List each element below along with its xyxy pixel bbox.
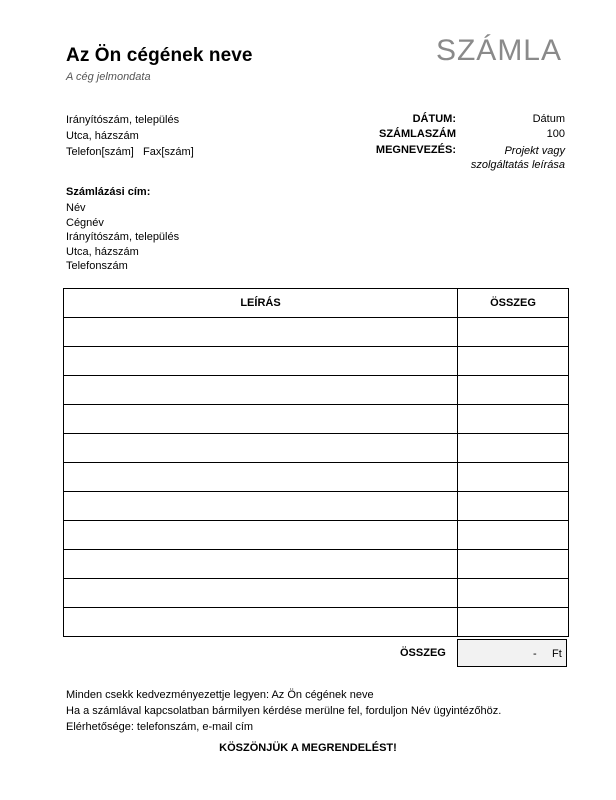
date-label: DÁTUM:	[412, 113, 456, 125]
company-address	[66, 112, 194, 160]
item-amount-cell[interactable]	[458, 318, 569, 347]
items-table	[63, 288, 569, 637]
table-row	[64, 521, 569, 550]
description-value-line1: Projekt vagy	[504, 145, 565, 157]
billing-company: Cégnév	[66, 216, 104, 229]
table-row	[64, 376, 569, 405]
table-row	[64, 550, 569, 579]
item-amount-cell[interactable]	[458, 579, 569, 608]
table-row	[64, 405, 569, 434]
total-label: ÖSSZEG	[400, 647, 446, 659]
description-value	[425, 144, 565, 172]
total-value-box	[457, 639, 567, 667]
description-label: MEGNEVEZÉS:	[375, 144, 456, 156]
table-row	[64, 347, 569, 376]
description-column-header: LEÍRÁS	[64, 289, 458, 318]
items-header-row	[64, 289, 569, 318]
item-amount-cell[interactable]	[458, 463, 569, 492]
footer-notes	[66, 687, 501, 735]
item-amount-cell[interactable]	[458, 376, 569, 405]
thank-you-message: KÖSZÖNJÜK A MEGRENDELÉST!	[219, 742, 397, 754]
item-description-cell[interactable]	[64, 550, 458, 579]
billing-title: Számlázási cím:	[66, 186, 151, 198]
invoice-number-value: 100	[546, 128, 565, 140]
footer-contact-line: Ha a számlával kapcsolatban bármilyen kérdése merülne fel, forduljon Név ügyintézőhöz.	[66, 705, 502, 717]
billing-postcode-city: Irányítószám, település	[66, 231, 180, 244]
item-amount-cell[interactable]	[458, 434, 569, 463]
address-phone-fax: Telefon[szám] Fax[szám]	[66, 146, 194, 158]
billing-name: Név	[66, 202, 86, 214]
footer-payee-line: Minden csekk kedvezményezettje legyen: Az Ön cégének neve	[66, 689, 374, 701]
address-street: Utca, házszám	[66, 130, 139, 142]
item-amount-cell[interactable]	[458, 492, 569, 521]
table-row	[64, 318, 569, 347]
item-description-cell[interactable]	[64, 434, 458, 463]
item-amount-cell[interactable]	[458, 608, 569, 637]
item-amount-cell[interactable]	[458, 521, 569, 550]
company-name: Az Ön cégének neve	[66, 45, 253, 66]
billing-address	[66, 201, 179, 274]
description-value-line2: szolgáltatás leírása	[470, 159, 565, 171]
total-value: -	[533, 648, 537, 660]
item-description-cell[interactable]	[64, 318, 458, 347]
table-row	[64, 608, 569, 637]
table-row	[64, 463, 569, 492]
item-amount-cell[interactable]	[458, 347, 569, 376]
item-description-cell[interactable]	[64, 608, 458, 637]
footer-reachability-line: Elérhetősége: telefonszám, e-mail cím	[66, 721, 254, 733]
address-postcode-city: Irányítószám, település	[66, 114, 180, 126]
item-amount-cell[interactable]	[458, 550, 569, 579]
item-description-cell[interactable]	[64, 492, 458, 521]
date-value: Dátum	[532, 113, 565, 125]
table-row	[64, 492, 569, 521]
billing-street: Utca, házszám	[66, 245, 139, 258]
item-description-cell[interactable]	[64, 376, 458, 405]
item-amount-cell[interactable]	[458, 405, 569, 434]
item-description-cell[interactable]	[64, 405, 458, 434]
item-description-cell[interactable]	[64, 463, 458, 492]
billing-phone: Telefonszám	[66, 260, 128, 273]
amount-column-header: ÖSSZEG	[458, 289, 569, 318]
company-slogan: A cég jelmondata	[66, 71, 151, 83]
item-description-cell[interactable]	[64, 579, 458, 608]
invoice-number-label: SZÁMLASZÁM	[379, 128, 456, 140]
items-body	[64, 318, 569, 637]
table-row	[64, 434, 569, 463]
table-row	[64, 579, 569, 608]
total-currency: Ft	[552, 648, 562, 660]
item-description-cell[interactable]	[64, 521, 458, 550]
invoice-title: SZÁMLA	[435, 34, 562, 67]
item-description-cell[interactable]	[64, 347, 458, 376]
